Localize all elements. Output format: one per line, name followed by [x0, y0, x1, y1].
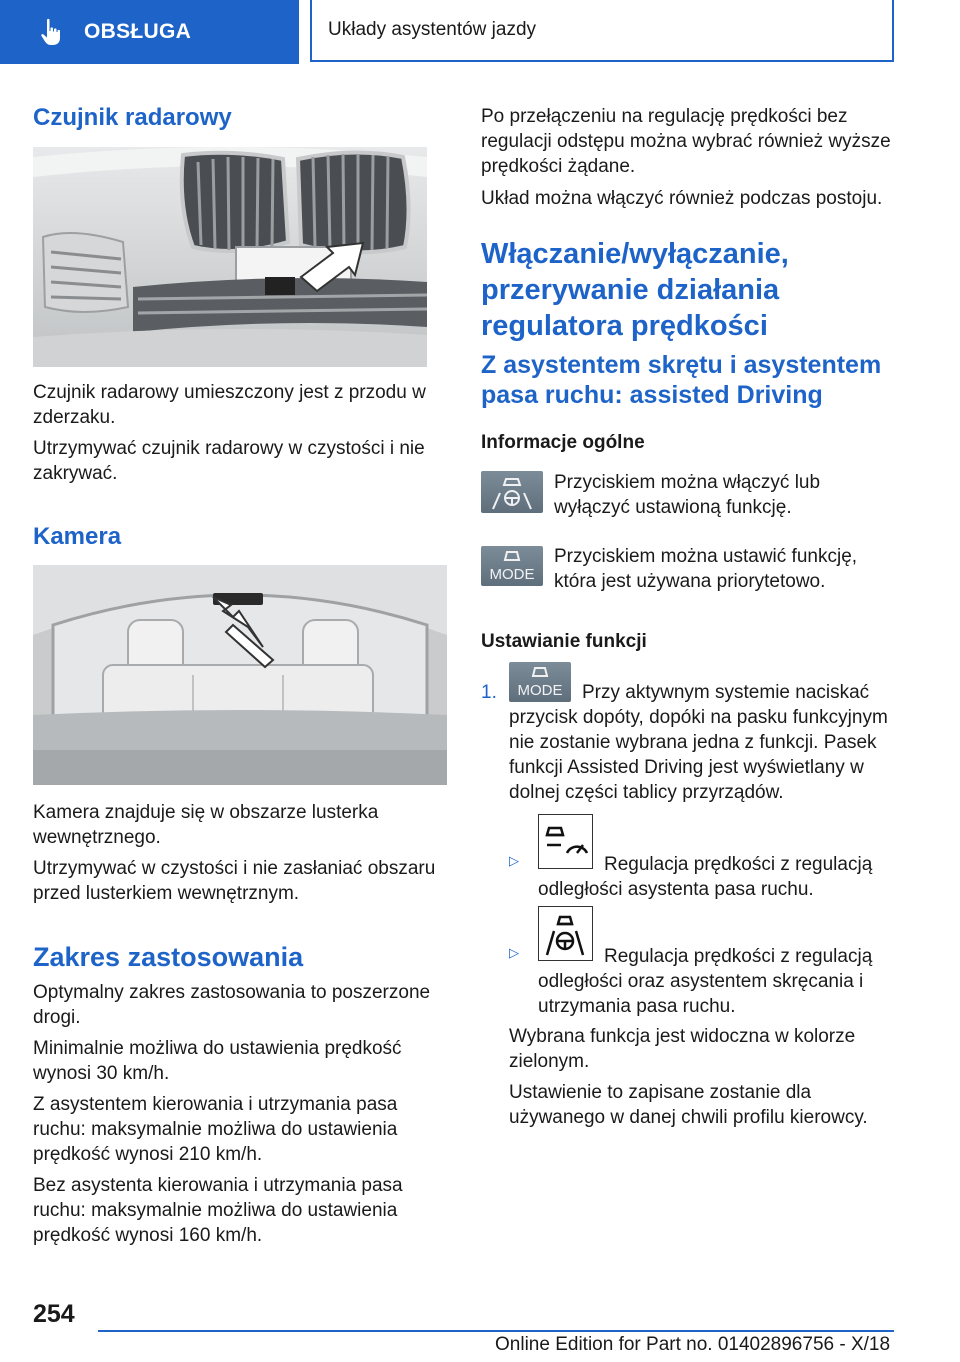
radar-heading: Czujnik radarowy [33, 104, 232, 131]
camera-photo [33, 565, 447, 785]
steering-lane-icon [481, 471, 543, 513]
chapter-header [310, 0, 894, 62]
right-paragraph-1: Po przełączeniu na regulację prędkości bez regulacji odstępu można wybrać również wyższe prędkości żądane. [481, 106, 891, 177]
info-button2-text: Przyciskiem można ustawić funkcję, która jest używana priorytetowo. [554, 546, 858, 592]
section-tab[interactable] [0, 0, 299, 64]
radar-paragraph-1: Czujnik radarowy umieszczony jest z przodu w zderzaku. [33, 382, 426, 428]
page-number: 254 [33, 1300, 75, 1328]
radar-sensor-illustration [33, 147, 427, 367]
bullet2-text: Regulacja prędkości z regulacją odległości oraz asystentem skręcania i utrzymania pasa ruchu. [538, 946, 873, 1017]
radar-sensor-photo [33, 147, 427, 367]
after-paragraph-2: Ustawienie to zapisane zostanie dla używanego w danej chwili profilu kierowcy. [509, 1082, 868, 1128]
range-paragraph-1: Optymalny zakres zastosowania to poszerzone drogi. [33, 982, 431, 1028]
footer-rule [98, 1330, 894, 1332]
camera-paragraph-2: Utrzymywać w czystości i nie zasłaniać obszaru przed lusterkiem wewnętrznym. [33, 858, 436, 904]
hand-pointer-icon [36, 17, 66, 47]
info-button1-text: Przyciskiem można włączyć lub wyłączyć ustawioną funkcję. [554, 472, 821, 518]
general-info-heading: Informacje ogólne [481, 432, 645, 453]
radar-paragraph-2: Utrzymywać czujnik radarowy w czystości i nie zakrywać. [33, 438, 425, 484]
camera-paragraph-1: Kamera znajduje się w obszarze lusterka wewnętrznego. [33, 802, 379, 848]
camera-illustration [33, 565, 447, 785]
chapter-title: Układy asystentów jazdy [328, 19, 537, 40]
right-paragraph-2: Układ można włączyć również podczas postoju. [481, 188, 883, 209]
range-heading: Zakres zastosowania [33, 942, 304, 972]
range-paragraph-3: Z asystentem kierowania i utrzymania pasa ruchu: maksymalnie możliwa do ustawienia prędkość wynosi 210 km/h. [33, 1094, 398, 1165]
range-paragraph-2: Minimalnie możliwa do ustawienia prędkość wynosi 30 km/h. [33, 1038, 402, 1084]
mode-button-icon [481, 546, 543, 586]
assist-button-icon [481, 471, 543, 513]
assisted-driving-heading: Z asystentem skrętu i asystentem pasa ruchu: assisted Driving [481, 351, 882, 409]
after-paragraph-1: Wybrana funkcja jest widoczna w kolorze zielonym. [509, 1026, 856, 1072]
edition-note: Online Edition for Part no. 01402896756 - X/18 [495, 1334, 891, 1355]
bullet1-text: Regulacja prędkości z regulacją odległości asystenta pasa ruchu. [538, 854, 873, 900]
camera-heading: Kamera [33, 523, 122, 550]
step-number: 1. [481, 682, 497, 703]
range-paragraph-4: Bez asystenta kierowania i utrzymania pasa ruchu: maksymalnie możliwa do ustawienia prędkość wynosi 160 km/h. [33, 1175, 403, 1246]
switch-heading: Włączanie/wyłączanie, przerywanie działania regulatora prędkości [481, 238, 789, 342]
step1-text: Przy aktywnym systemie naciskać przycisk dopóty, dopóki na pasku funkcyjnym nie zostanie wybrana jedna z funkcji. Pasek funkcji Assisted Driving jest wyświetlany w dolnej części tablicy przyrządów. [509, 682, 888, 803]
mode-label-step: MODE [517, 682, 563, 699]
car-mode-icon [481, 546, 543, 568]
bullet-marker-2: ▷ [509, 945, 519, 960]
bullet-marker-1: ▷ [509, 853, 519, 868]
mode-label: MODE [489, 566, 535, 583]
set-function-heading: Ustawianie funkcji [481, 631, 647, 652]
section-title: OBSŁUGA [84, 20, 192, 43]
